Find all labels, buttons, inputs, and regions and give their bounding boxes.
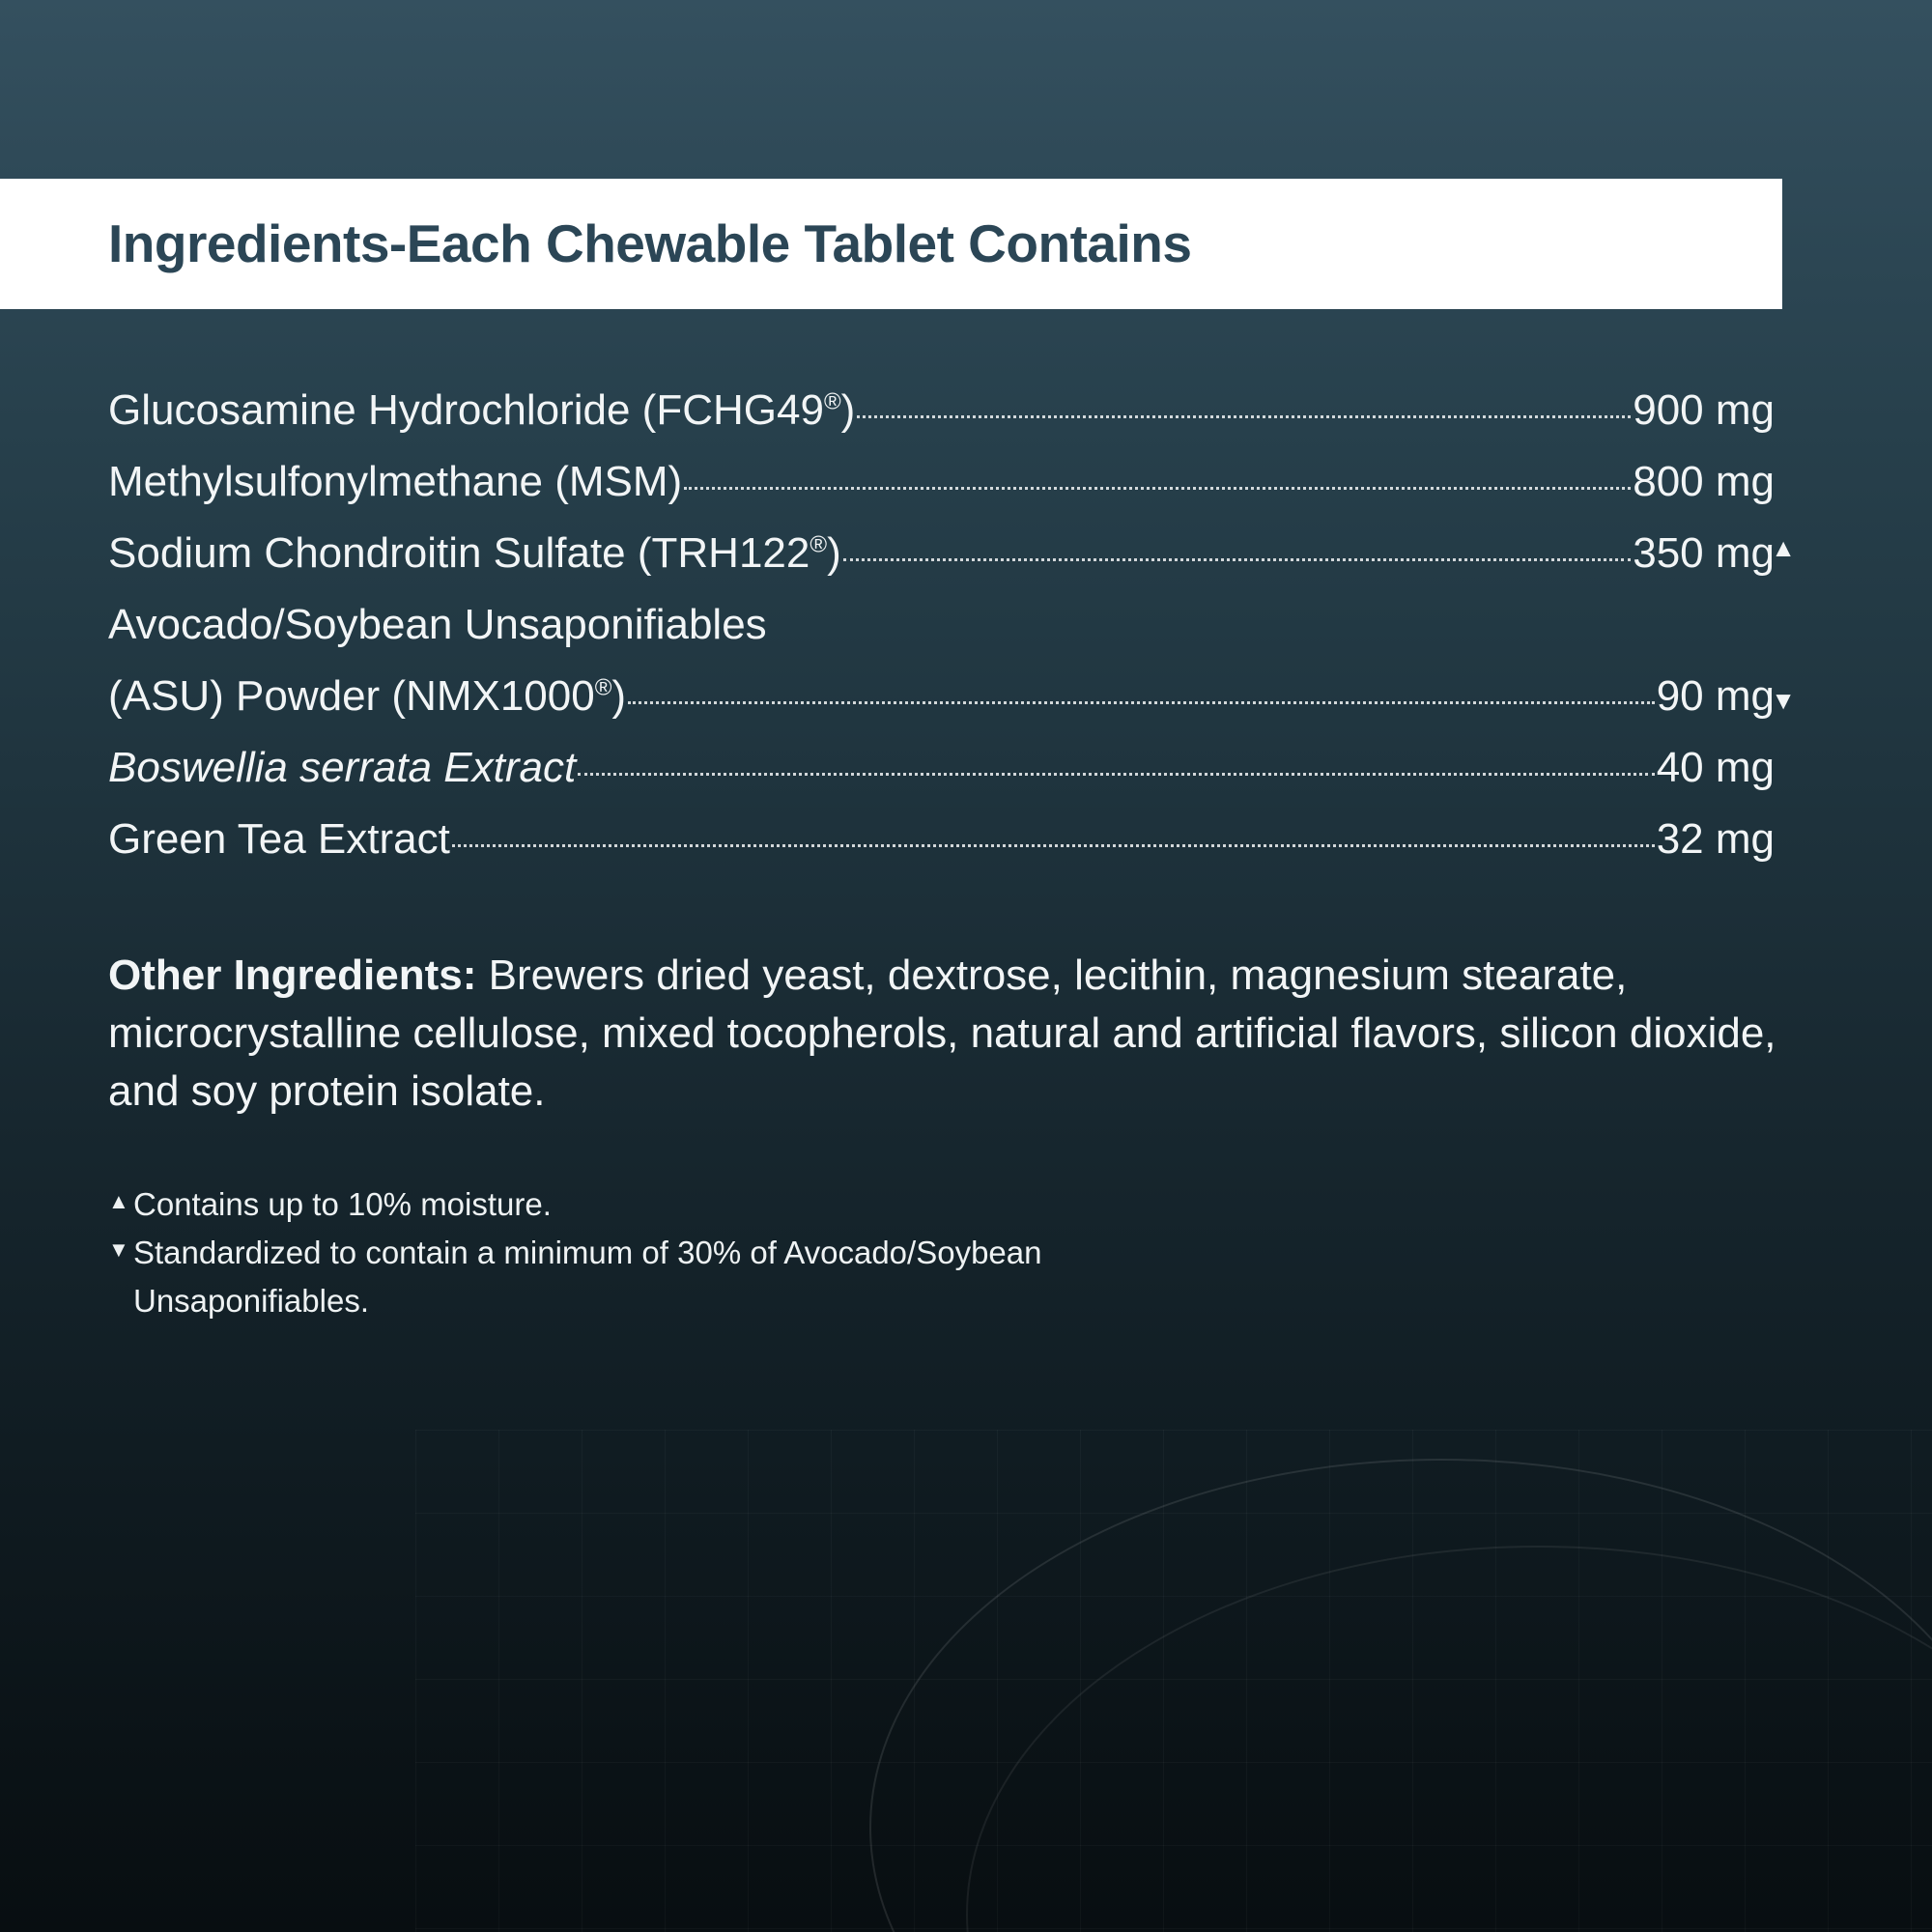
ingredient-name <box>108 446 682 518</box>
leader-dots <box>578 773 1655 776</box>
ingredient-name-text: Sodium Chondroitin Sulfate (TRH122 <box>108 529 810 577</box>
ingredient-amount-text: 40 mg <box>1656 744 1775 791</box>
ingredient-amount-text: 900 mg <box>1633 386 1775 434</box>
ingredient-amount <box>1656 661 1796 732</box>
ingredient-amount-text: 90 mg <box>1656 672 1775 720</box>
ingredients-content <box>108 375 1796 1325</box>
footnote-continuation: Unsaponifiables. <box>133 1283 369 1319</box>
ingredient-amount <box>1633 446 1775 518</box>
ingredient-amount <box>1657 732 1775 804</box>
ingredient-amount-text: 32 mg <box>1656 815 1775 863</box>
leader-dots <box>843 558 1632 561</box>
ingredient-name <box>108 661 626 732</box>
registered-mark: ® <box>823 388 841 415</box>
footnote-marker-triangle-up-icon: ▲ <box>108 1189 129 1213</box>
ingredient-row <box>108 661 1796 732</box>
footnote-marker-triangle-down-icon: ▼ <box>108 1237 129 1262</box>
ingredient-name-suffix: ) <box>840 386 856 434</box>
ingredient-row <box>108 732 1775 804</box>
ingredient-name <box>108 589 767 661</box>
footnote-item <box>108 1180 1789 1229</box>
footnote-item <box>108 1229 1789 1277</box>
ingredient-name <box>108 804 450 875</box>
footnotes <box>108 1180 1789 1325</box>
footnote-text: Standardized to contain a minimum of 30% of Avocado/Soybean <box>133 1235 1042 1270</box>
ingredient-amount <box>1633 518 1796 589</box>
ingredient-amount <box>1633 375 1775 446</box>
other-ingredients-text: Brewers dried yeast, dextrose, lecithin, magnesium stearate, microcrystalline cellulose, mixed tocopherols, natural and artificial flavors, silicon dioxide, and soy protein isolate. <box>108 952 1776 1115</box>
ingredients-list <box>108 375 1796 875</box>
ingredient-name-text: Green Tea Extract <box>108 815 450 863</box>
ingredient-row <box>108 589 1775 661</box>
registered-mark: ® <box>810 531 828 558</box>
registered-mark: ® <box>594 674 612 701</box>
ingredient-name-text: Avocado/Soybean Unsaponifiables <box>108 601 767 648</box>
ingredient-row <box>108 375 1775 446</box>
ingredient-amount <box>1657 804 1775 875</box>
ingredient-row <box>108 518 1796 589</box>
other-ingredients-label: Other Ingredients: <box>108 952 477 999</box>
ingredient-name <box>108 375 855 446</box>
page-title: Ingredients-Each Chewable Tablet Contains <box>108 213 1192 274</box>
leader-dots <box>857 415 1631 418</box>
ingredient-row <box>108 446 1775 518</box>
title-banner <box>0 179 1782 309</box>
ingredient-amount-text: 800 mg <box>1633 458 1775 505</box>
ingredient-name-suffix: ) <box>827 529 841 577</box>
ingredient-name-text: Boswellia serrata Extract <box>108 744 577 791</box>
footnote-marker-triangle-up-icon: ▲ <box>1771 533 1796 562</box>
footnote-text: Contains up to 10% moisture. <box>133 1186 552 1222</box>
ingredient-name-text: (ASU) Powder (NMX1000 <box>108 672 595 720</box>
ingredient-name <box>108 732 576 804</box>
ingredient-name-text: Methylsulfonylmethane (MSM) <box>108 458 683 505</box>
ingredient-amount-text: 350 mg <box>1633 529 1775 577</box>
other-ingredients-paragraph <box>108 947 1808 1121</box>
leader-dots <box>684 487 1631 490</box>
footnote-marker-triangle-down-icon: ▼ <box>1771 686 1796 715</box>
ingredient-name-suffix: ) <box>611 672 627 720</box>
ingredient-name <box>108 518 841 589</box>
leader-dots <box>452 844 1655 847</box>
ingredient-row <box>108 804 1775 875</box>
leader-dots <box>628 701 1655 704</box>
ingredient-name-text: Glucosamine Hydrochloride (FCHG49 <box>108 386 824 434</box>
